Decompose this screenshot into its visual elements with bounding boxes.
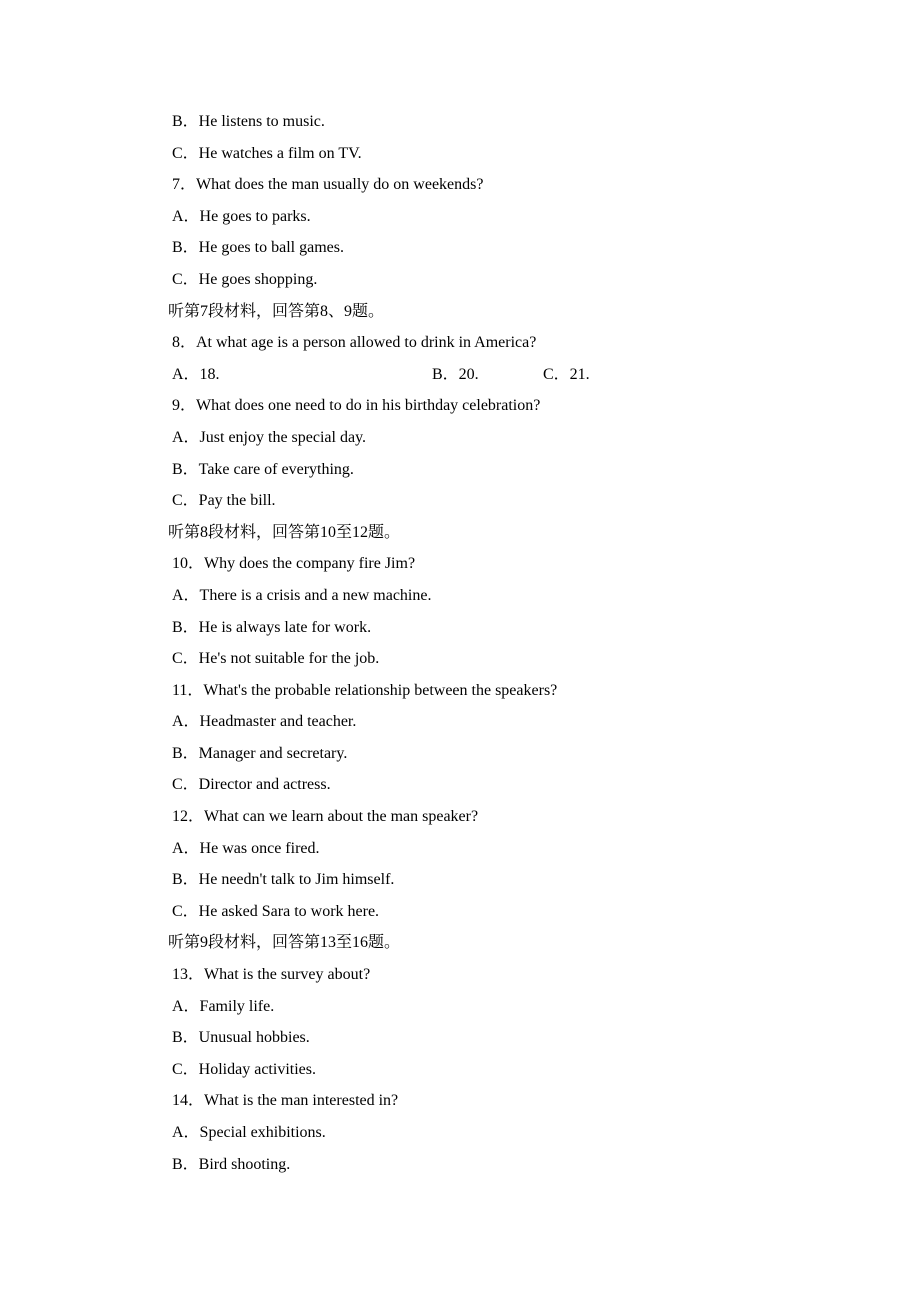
option-line: C．He asked Sara to work here. xyxy=(172,902,380,920)
question-line: 13．What is the survey about? xyxy=(172,966,371,984)
option-line: A．He goes to parks. xyxy=(172,207,311,225)
question-line: 7．What does the man usually do on weekends? xyxy=(172,176,484,194)
answer-choice: A．18. xyxy=(172,365,220,383)
question-line: 12．What can we learn about the man speaker? xyxy=(172,808,479,826)
option-line: B．Take care of everything. xyxy=(172,460,354,478)
option-line: B．He needn't talk to Jim himself. xyxy=(172,871,395,889)
option-line: C．Director and actress. xyxy=(172,776,331,794)
option-line: B．Unusual hobbies. xyxy=(172,1029,310,1047)
option-line: B．He is always late for work. xyxy=(172,618,372,636)
option-line: A．Family life. xyxy=(172,997,275,1015)
option-line: A．Special exhibitions. xyxy=(172,1124,326,1141)
inline-options-row xyxy=(172,359,872,391)
option-line: C．Pay the bill. xyxy=(172,492,276,510)
answer-choice: B．20. xyxy=(432,365,479,383)
option-line: B．Bird shooting. xyxy=(172,1155,291,1173)
option-line: C．He goes shopping. xyxy=(172,270,318,288)
option-line: A．Just enjoy the special day. xyxy=(172,428,367,446)
question-line: 10．Why does the company fire Jim? xyxy=(172,555,416,573)
text-content xyxy=(168,106,872,1180)
option-line: C．He watches a film on TV. xyxy=(172,144,362,162)
option-line: A．Headmaster and teacher. xyxy=(172,713,357,731)
option-line: B．He goes to ball games. xyxy=(172,239,344,257)
option-line: A．He was once fired. xyxy=(172,839,320,857)
option-line: A．There is a crisis and a new machine. xyxy=(172,586,432,604)
section-instruction-line: 听第9段材料，回答第13至16题。 xyxy=(168,934,401,952)
question-line: 9．What does one need to do in his birthday celebration? xyxy=(172,397,541,415)
section-instruction-line: 听第7段材料，回答第8、9题。 xyxy=(168,302,385,320)
section-instruction-line: 听第8段材料，回答第10至12题。 xyxy=(168,523,401,541)
option-line: B．He listens to music. xyxy=(172,113,325,130)
question-line: 11．What's the probable relationship between the speakers? xyxy=(172,681,558,699)
option-line: B．Manager and secretary. xyxy=(172,744,348,762)
question-line: 8．At what age is a person allowed to drink in America? xyxy=(172,334,537,352)
option-line: C．He's not suitable for the job. xyxy=(172,650,380,668)
question-line: 14．What is the man interested in? xyxy=(172,1092,399,1110)
answer-choice: C．21. xyxy=(543,365,590,383)
option-line: C．Holiday activities. xyxy=(172,1060,316,1078)
